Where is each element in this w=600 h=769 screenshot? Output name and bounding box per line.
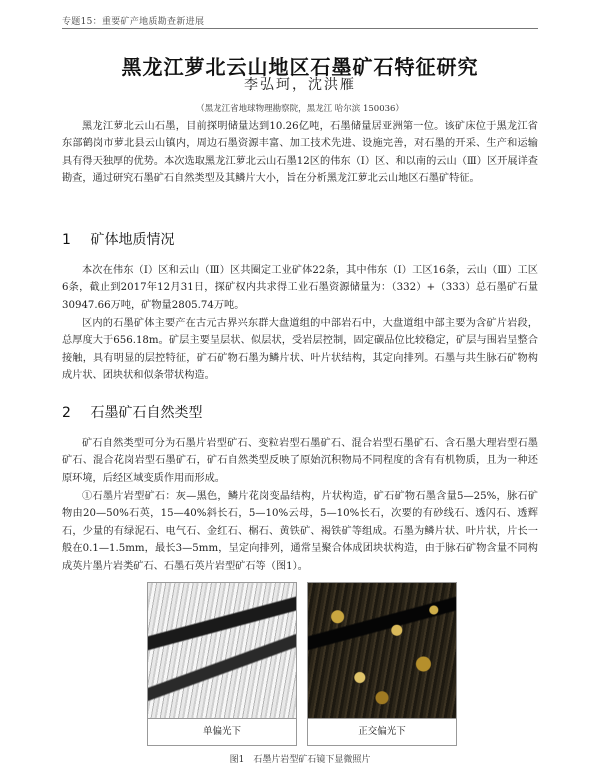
section-2-paragraph-2: ①石墨片岩型矿石：灰—黑色，鳞片花岗变晶结构，片状构造，矿石矿物石墨含量5—25%，脉石矿物由20—50%石英，15—40%斜长石，5—10%云母，5—10%长石，次要的有砂线石、透闪石、透辉石，少量的有绿泥石、电气石、金红石、榍石、黄铁矿、褐铁矿等组成。石墨为鳞片状、叶片状，片长一般在0.1—1.5mm，最长3—5mm，呈定向排列，通常呈聚合体成团块状构造，由于脉石矿物含量不同构成英片墨片岩类矿石、石墨石英片岩型矿石等（图1）。 — [62, 491, 538, 572]
section-1-paragraph-1: 本次在伟东（Ⅰ）区和云山（Ⅲ）区共圈定工业矿体22条，其中伟东（Ⅰ）工区16条，云山（Ⅲ）工区6条，截止到2017年12月31日，探矿权内共求得工业石墨资源储量为：（332）+（333）总石墨矿石量30947.66万吨，矿物量2805.74万吨。 — [62, 265, 538, 311]
section-1-paragraph-2: 区内的石墨矿体主要产在古元古界兴东群大盘道组的中部岩石中，大盘道组中部主要为含矿片岩段，总厚度大于656.18m。矿层主要呈层状、似层状，受岩层控制，固定碳品位比较稳定，矿层与围岩呈整合接触，具有明显的层控特征，矿石矿物石墨为鳞片状、叶片状结构，其定向排列。石墨与共生脉石矿物构成片状、团块状和似条带状构造。 — [62, 318, 538, 382]
affiliation: （黑龙江省地球物理勘察院，黑龙江 哈尔滨 150036） — [196, 104, 404, 114]
section-2-title: 石墨矿石自然类型 — [90, 405, 203, 421]
figure-panel-plane-polarized — [147, 582, 297, 746]
section-1-number: 1 — [62, 232, 71, 248]
authors: 李弘珂，沈洪雁 — [244, 77, 356, 93]
paper-title: 黑龙江萝北云山地区石墨矿石特征研究 — [121, 55, 479, 80]
figure-panel-label-right: 正交偏光下 — [308, 718, 456, 745]
abstract-paragraph: 黑龙江萝北云山石墨，目前探明储量达到10.26亿吨，石墨储量居亚洲第一位。该矿床位于黑龙江省东部鹤岗市萝北县云山镇内，周边石墨资源丰富、加工技术先进、设施完善，对石墨的开采、生产和运输具有得天独厚的优势。本次选取黑龙江萝北云山石墨12区的伟东（Ⅰ）区、和以南的云山（Ⅲ）区开展详查勘查，通过研究石墨矿石自然类型及其鳞片大小，旨在分析黑龙江萝北云山地区石墨矿特征。 — [62, 121, 538, 185]
section-2-number: 2 — [62, 405, 71, 421]
section-2-paragraph-1: 矿石自然类型可分为石墨片岩型矿石、变粒岩型石墨矿石、混合岩型石墨矿石、含石墨大理岩型石墨矿石、混合花岗岩型石墨矿石，矿石自然类型反映了原始沉积物局不同程度的含有有机物质，且为一种还原环境，后经区域变质作用而形成。 — [62, 438, 538, 484]
micrograph-cross-polarized — [308, 583, 456, 718]
running-head: 专题15：重要矿产地质勘查新进展 — [62, 17, 205, 27]
section-1-title: 矿体地质情况 — [90, 232, 175, 248]
micrograph-plane-polarized — [148, 583, 296, 718]
section-1-heading — [62, 229, 174, 249]
figure-panel-label-left: 单偏光下 — [148, 718, 296, 745]
section-2-heading — [62, 402, 202, 422]
figure-panel-cross-polarized — [307, 582, 457, 746]
header-rule — [62, 28, 538, 29]
figure-1 — [147, 582, 457, 746]
figure-caption: 图1 石墨片岩型矿石镜下显微照片 — [229, 755, 371, 765]
